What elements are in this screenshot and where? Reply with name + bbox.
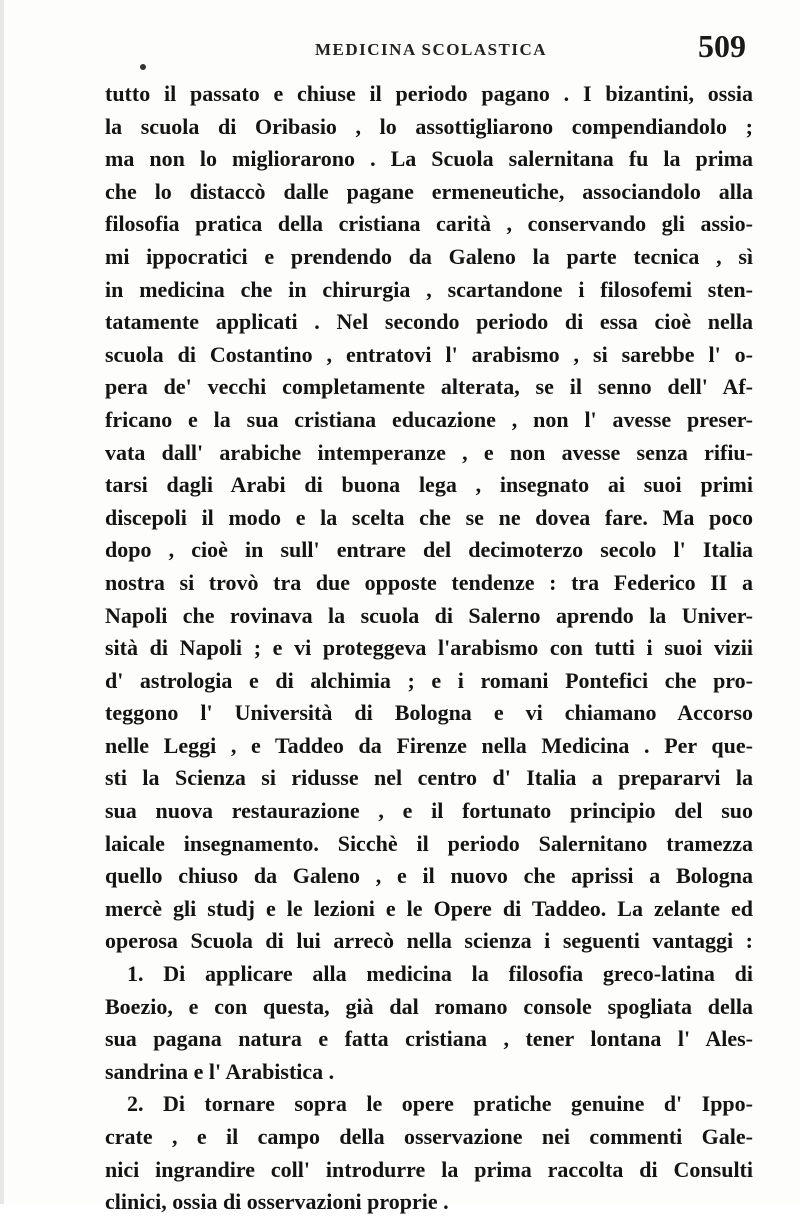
text-line: tutto il passato e chiuse il periodo pagano . I bizantini, ossia — [105, 81, 753, 106]
text-line: ma non lo migliorarono . La Scuola salernitana fu la prima — [105, 146, 753, 172]
list-item-2-line: 2. Di tornare sopra le opere pratiche genuine d' Ippo- — [127, 1091, 753, 1117]
text-line: che lo distaccò dalle pagane ermeneutiche, associandolo alla — [105, 178, 753, 204]
page-edge — [0, 0, 4, 1204]
page-header — [105, 30, 750, 70]
text-line: operosa Scuola di lui arrecò nella scienza i seguenti vantaggi : — [105, 928, 753, 954]
text-line: scuola di Costantino , entratovi l' arabismo , si sarebbe l' o- — [105, 341, 753, 367]
text-line: discepoli il modo e la scelta che se ne dovea fare. Ma poco — [105, 504, 753, 530]
text-line: sandrina e l' Arabistica . — [105, 1058, 335, 1084]
text-line: tatamente applicati . Nel secondo periodo di essa cioè nella — [105, 309, 753, 335]
text-line: tarsi dagli Arabi di buona lega , insegnato ai suoi primi — [105, 472, 753, 498]
text-line: sti la Scienza si ridusse nel centro d' Italia a prepararvi la — [105, 765, 753, 791]
ink-dot-mark — [140, 64, 146, 70]
text-line: nici ingrandire coll' introdurre la prima raccolta di Consulti — [105, 1156, 753, 1182]
text-line: sua pagana natura e fatta cristiana , tener lontana l' Ales- — [105, 1026, 753, 1052]
text-line: vata dall' arabiche intemperanze , e non avesse senza rifiu- — [105, 439, 753, 465]
text-line: sità di Napoli ; e vi proteggeva l'arabismo con tutti i suoi vizii — [105, 635, 753, 661]
text-line: teggono l' Università di Bologna e vi chiamano Accorso — [105, 700, 753, 726]
text-line: dopo , cioè in sull' entrare del decimoterzo secolo l' Italia — [105, 537, 753, 563]
text-line: la scuola di Oribasio , lo assottigliarono compendiandolo ; — [105, 113, 753, 139]
text-line: clinici, ossia di osservazioni proprie . — [105, 1189, 449, 1215]
text-line: Napoli che rovinava la scuola di Salerno aprendo la Univer- — [105, 602, 753, 628]
page-number: 509 — [698, 28, 746, 64]
body-text — [105, 78, 753, 1219]
text-line: filosofia pratica della cristiana carità , conservando gli assio- — [105, 211, 753, 237]
text-line: d' astrologia e di alchimia ; e i romani Pontefici che pro- — [105, 667, 753, 693]
text-line: quello chiuso da Galeno , e il nuovo che aprissi a Bologna — [105, 863, 753, 889]
text-line: in medicina che in chirurgia , scartandone i filosofemi sten- — [105, 276, 753, 302]
text-line: sua nuova restaurazione , e il fortunato principio del suo — [105, 798, 753, 824]
text-line: nelle Leggi , e Taddeo da Firenze nella Medicina . Per que- — [105, 732, 753, 758]
text-line: mercè gli studj e le lezioni e le Opere di Taddeo. La zelante ed — [105, 895, 753, 921]
list-item-1-line: 1. Di applicare alla medicina la filosofia greco-latina di — [127, 961, 753, 987]
running-title: MEDICINA SCOLASTICA — [315, 40, 548, 59]
text-line: nostra si trovò tra due opposte tendenze : tra Federico II a — [105, 569, 753, 595]
text-line: mi ippocratici e prendendo da Galeno la parte tecnica , sì — [105, 243, 753, 269]
text-line: laicale insegnamento. Sicchè il periodo Salernitano tramezza — [105, 830, 753, 856]
text-line: fricano e la sua cristiana educazione , non l' avesse preser- — [105, 406, 753, 432]
text-line: pera de' vecchi completamente alterata, se il senno dell' Af- — [105, 374, 753, 400]
text-line: crate , e il campo della osservazione nei commenti Gale- — [105, 1124, 753, 1149]
text-line: Boezio, e con questa, già dal romano console spogliata della — [105, 993, 753, 1019]
